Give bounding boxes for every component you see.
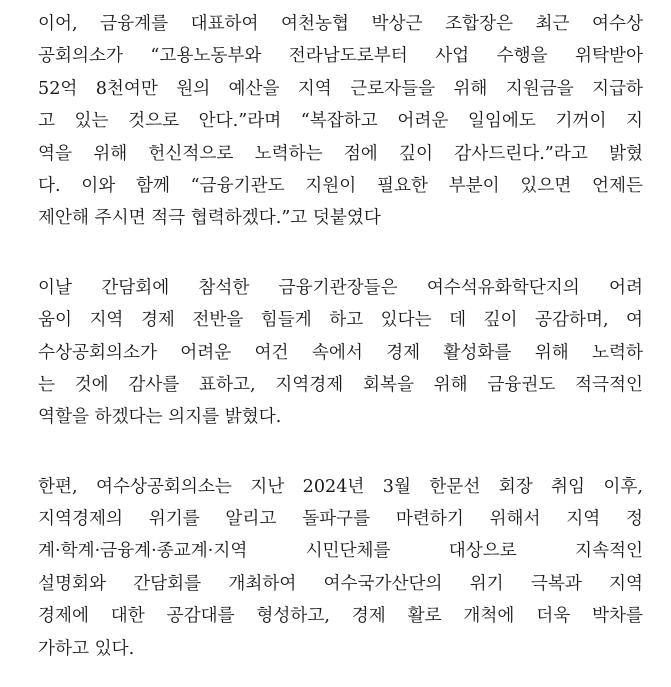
paragraph-3 xyxy=(38,471,643,665)
text-line: 제안해 주시면 적극 협력하겠다.”고 덧붙였다 xyxy=(38,208,381,229)
paragraph-spacer xyxy=(38,434,643,471)
paragraph-spacer xyxy=(38,235,643,272)
text-line: 이어, 금융계를 대표하여 여천농협 박상근 조합장은 최근 여수상 xyxy=(38,14,643,34)
text-line: 는 것에 감사를 표하고, 지역경제 회복을 위해 금융권도 적극적인 xyxy=(38,374,643,395)
text-line: 이날 간담회에 참석한 금융기관장들은 여수석유화학단지의 어려 xyxy=(38,277,643,298)
text-line: 역할을 하겠다는 의지를 밝혔다. xyxy=(38,407,282,428)
text-line: 역을 위해 헌신적으로 노력하는 점에 깊이 감사드린다.”라고 밝혔 xyxy=(38,143,643,164)
text-line: 가하고 있다. xyxy=(38,638,135,659)
text-line: 움이 지역 경제 전반을 힘들게 하고 있다는 데 깊이 공감하며, 여 xyxy=(38,310,643,331)
text-line: 다. 이와 함께 “금융기관도 지원이 필요한 부분이 있으면 언제든 xyxy=(38,175,643,196)
text-line: 설명회와 간담회를 개최하여 여수국가산단의 위기 극복과 지역 xyxy=(38,573,643,594)
text-line: 52억 8천여만 원의 예산을 지역 근로자들을 위해 지원금을 지급하 xyxy=(38,78,643,99)
paragraph-1 xyxy=(38,8,643,235)
text-line: 수상공회의소가 어려운 여건 속에서 경제 활성화를 위해 노력하 xyxy=(38,342,643,363)
text-line: 계·학계·금융계·종교계·지역 시민단체를 대상으로 지속적인 xyxy=(38,541,643,562)
text-line: 한편, 여수상공회의소는 지난 2024년 3월 한문선 회장 취임 이후, xyxy=(38,476,643,497)
text-line: 고 있는 것으로 안다.”라며 “복잡하고 어려운 일임에도 기꺼이 지 xyxy=(38,111,643,132)
paragraph-2 xyxy=(38,272,643,434)
text-line: 공회의소가 “고용노동부와 전라남도로부터 사업 수행을 위탁받아 xyxy=(38,46,643,67)
text-line: 경제에 대한 공감대를 형성하고, 경제 활로 개척에 더욱 박차를 xyxy=(38,606,643,627)
text-line: 지역경제의 위기를 알리고 돌파구를 마련하기 위해서 지역 정 xyxy=(38,509,643,530)
